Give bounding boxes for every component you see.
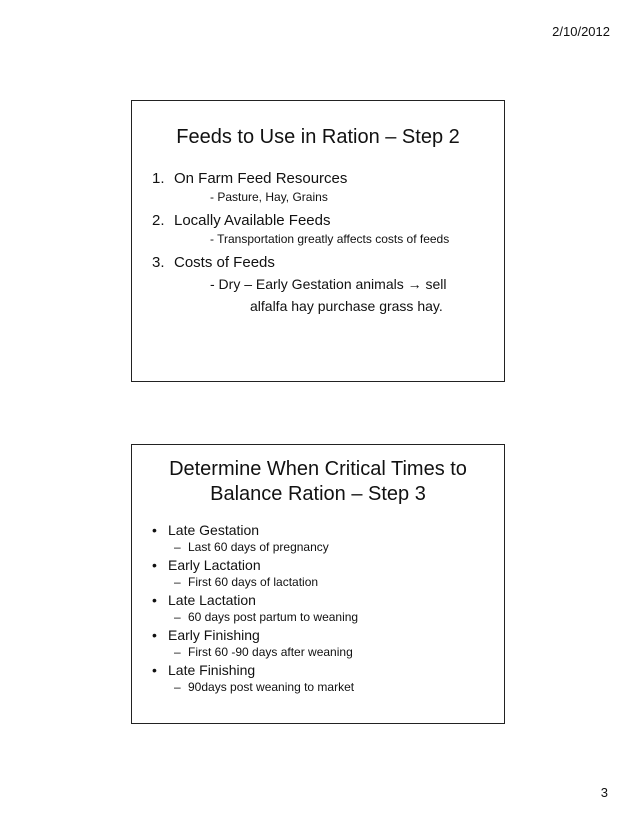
bullet-icon: • [152, 592, 157, 608]
dash-icon: – [174, 540, 181, 554]
list-item [152, 521, 498, 539]
bullet-list [152, 521, 498, 696]
arrow-right-icon: → [407, 276, 422, 292]
detail-text: 60 days post partum to weaning [188, 610, 359, 624]
detail-text: Last 60 days of pregnancy [188, 540, 329, 554]
item-detail-continued: alfalfa hay purchase grass hay. [250, 298, 443, 314]
slide-critical-times [131, 444, 505, 724]
bullet-icon: • [152, 557, 157, 573]
slide-title-line: Balance Ration – Step 3 [210, 483, 426, 505]
slide-title: Feeds to Use in Ration – Step 2 [176, 126, 460, 148]
item-detail: - Pasture, Hay, Grains [210, 190, 328, 204]
item-label: Late Gestation [168, 522, 260, 538]
slide-feeds-to-use [131, 100, 505, 382]
list-item [152, 661, 498, 679]
list-item [152, 591, 498, 609]
item-label: Late Finishing [168, 662, 256, 678]
list-item [152, 211, 498, 231]
item-detail [174, 609, 498, 625]
item-detail [174, 679, 498, 695]
list-item [152, 169, 498, 189]
detail-text-end: sell [425, 276, 447, 292]
slide-title [132, 457, 504, 507]
item-detail [210, 273, 498, 295]
item-label: Costs of Feeds [174, 254, 275, 271]
dash-icon: – [174, 575, 181, 589]
dash-icon: – [174, 680, 181, 694]
item-number: 2. [152, 212, 165, 229]
item-label: Locally Available Feeds [174, 212, 331, 229]
detail-text: First 60 days of lactation [188, 575, 319, 589]
item-number: 1. [152, 170, 165, 187]
detail-text: - Dry – Early Gestation animals [210, 276, 404, 292]
item-detail: - Transportation greatly affects costs of feeds [210, 232, 450, 246]
list-item [152, 556, 498, 574]
bullet-icon: • [152, 627, 157, 643]
item-label: Early Lactation [168, 557, 261, 573]
page-number: 3 [600, 785, 608, 800]
page-date: 2/10/2012 [552, 24, 610, 39]
detail-text: 90days post weaning to market [188, 680, 355, 694]
numbered-list [152, 169, 498, 317]
list-item [152, 626, 498, 644]
item-label: Early Finishing [168, 627, 260, 643]
dash-icon: – [174, 610, 181, 624]
bullet-icon: • [152, 522, 157, 538]
item-detail [174, 574, 498, 590]
item-label: Late Lactation [168, 592, 256, 608]
slide-title-line: Determine When Critical Times to [169, 458, 467, 480]
bullet-icon: • [152, 662, 157, 678]
item-detail [174, 539, 498, 555]
list-item [152, 253, 498, 273]
detail-text: First 60 -90 days after weaning [188, 645, 353, 659]
item-detail [174, 644, 498, 660]
item-number: 3. [152, 254, 165, 271]
dash-icon: – [174, 645, 181, 659]
item-label: On Farm Feed Resources [174, 170, 348, 187]
